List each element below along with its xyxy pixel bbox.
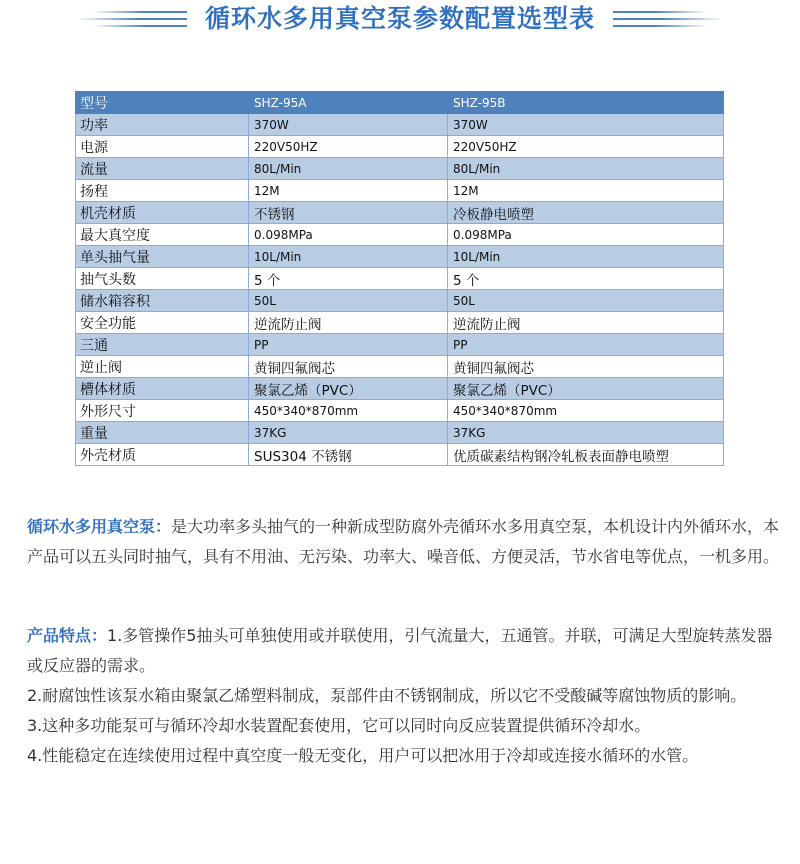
column-header: SHZ-95A	[249, 92, 448, 114]
cell-shz-95a: 220V50HZ	[249, 136, 448, 158]
intro-text: 是大功率多头抽气的一种新成型防腐外壳循环水多用真空泵，本机设计内外循环水，本产品可以五头同时抽气，具有不用油、无污染、功率大、噪音低、方便灵活，节水省电等优点，一机多用。	[27, 517, 780, 566]
row-label: 储水箱容积	[76, 290, 249, 312]
table-row	[76, 246, 724, 268]
cell-shz-95a: 黄铜四氟阀芯	[249, 356, 448, 378]
cell-shz-95b: 37KG	[448, 422, 724, 444]
feature-item: 3.这种多功能泵可与循环冷却水装置配套使用，它可以同时向反应装置提供循环冷却水。	[27, 716, 651, 735]
column-header: SHZ-95B	[448, 92, 724, 114]
table-row	[76, 180, 724, 202]
row-label: 机壳材质	[76, 202, 249, 224]
cell-shz-95a: 450*340*870mm	[249, 400, 448, 422]
row-label: 抽气头数	[76, 268, 249, 290]
cell-shz-95a: SUS304 不锈钢	[249, 444, 448, 466]
cell-shz-95b: 450*340*870mm	[448, 400, 724, 422]
cell-shz-95a: 0.098MPa	[249, 224, 448, 246]
feature-item: 2.耐腐蚀性该泵水箱由聚氯乙烯塑料制成，泵部件由不锈钢制成，所以它不受酸碱等腐蚀物质的影响。	[27, 686, 747, 705]
row-label: 槽体材质	[76, 378, 249, 400]
cell-shz-95b: 220V50HZ	[448, 136, 724, 158]
table-row	[76, 378, 724, 400]
row-label: 最大真空度	[76, 224, 249, 246]
page-title-bar	[0, 0, 800, 38]
table-row	[76, 312, 724, 334]
row-label: 安全功能	[76, 312, 249, 334]
table-row	[76, 202, 724, 224]
title-decoration-right	[613, 11, 723, 27]
cell-shz-95a: 12M	[249, 180, 448, 202]
cell-shz-95b: PP	[448, 334, 724, 356]
cell-shz-95b: 12M	[448, 180, 724, 202]
cell-shz-95b: 50L	[448, 290, 724, 312]
cell-shz-95b: 10L/Min	[448, 246, 724, 268]
cell-shz-95a: 不锈钢	[249, 202, 448, 224]
cell-shz-95a: 逆流防止阀	[249, 312, 448, 334]
row-label: 功率	[76, 114, 249, 136]
row-label: 外形尺寸	[76, 400, 249, 422]
spec-table	[75, 91, 724, 466]
cell-shz-95a: 370W	[249, 114, 448, 136]
row-label: 电源	[76, 136, 249, 158]
cell-shz-95a: 37KG	[249, 422, 448, 444]
table-row	[76, 114, 724, 136]
table-row	[76, 136, 724, 158]
table-row	[76, 224, 724, 246]
cell-shz-95a: 10L/Min	[249, 246, 448, 268]
row-label: 外壳材质	[76, 444, 249, 466]
row-label: 逆止阀	[76, 356, 249, 378]
title-decoration-left	[77, 11, 187, 27]
cell-shz-95b: 0.098MPa	[448, 224, 724, 246]
table-header-row	[76, 92, 724, 114]
features-lead: 产品特点：	[27, 626, 108, 645]
cell-shz-95b: 冷板静电喷塑	[448, 202, 724, 224]
row-label: 扬程	[76, 180, 249, 202]
features-section	[27, 621, 787, 771]
table-row	[76, 356, 724, 378]
table-row	[76, 290, 724, 312]
feature-text: 1.多管操作5抽头可单独使用或并联使用，引气流量大，五通管。并联，可满足大型旋转蒸发器或反应器的需求。	[27, 626, 773, 675]
table-row	[76, 422, 724, 444]
cell-shz-95b: 黄铜四氟阀芯	[448, 356, 724, 378]
cell-shz-95b: 聚氯乙烯（PVC）	[448, 378, 724, 400]
column-header: 型号	[76, 92, 249, 114]
row-label: 三通	[76, 334, 249, 356]
page-title: 循环水多用真空泵参数配置选型表	[204, 4, 595, 33]
intro-paragraph	[27, 512, 787, 572]
row-label: 重量	[76, 422, 249, 444]
cell-shz-95a: 聚氯乙烯（PVC）	[249, 378, 448, 400]
feature-item: 4.性能稳定在连续使用过程中真空度一般无变化，用户可以把冰用于冷却或连接水循环的水管。	[27, 746, 699, 765]
cell-shz-95a: 50L	[249, 290, 448, 312]
cell-shz-95b: 370W	[448, 114, 724, 136]
table-row	[76, 158, 724, 180]
intro-lead: 循环水多用真空泵：	[27, 517, 172, 536]
table-row	[76, 334, 724, 356]
cell-shz-95a: PP	[249, 334, 448, 356]
table-row	[76, 444, 724, 466]
cell-shz-95a: 5 个	[249, 268, 448, 290]
feature-item	[27, 621, 787, 681]
row-label: 单头抽气量	[76, 246, 249, 268]
cell-shz-95a: 80L/Min	[249, 158, 448, 180]
cell-shz-95b: 80L/Min	[448, 158, 724, 180]
cell-shz-95b: 逆流防止阀	[448, 312, 724, 334]
cell-shz-95b: 优质碳素结构钢冷轧板表面静电喷塑	[448, 444, 724, 466]
row-label: 流量	[76, 158, 249, 180]
table-row	[76, 268, 724, 290]
cell-shz-95b: 5 个	[448, 268, 724, 290]
table-row	[76, 400, 724, 422]
